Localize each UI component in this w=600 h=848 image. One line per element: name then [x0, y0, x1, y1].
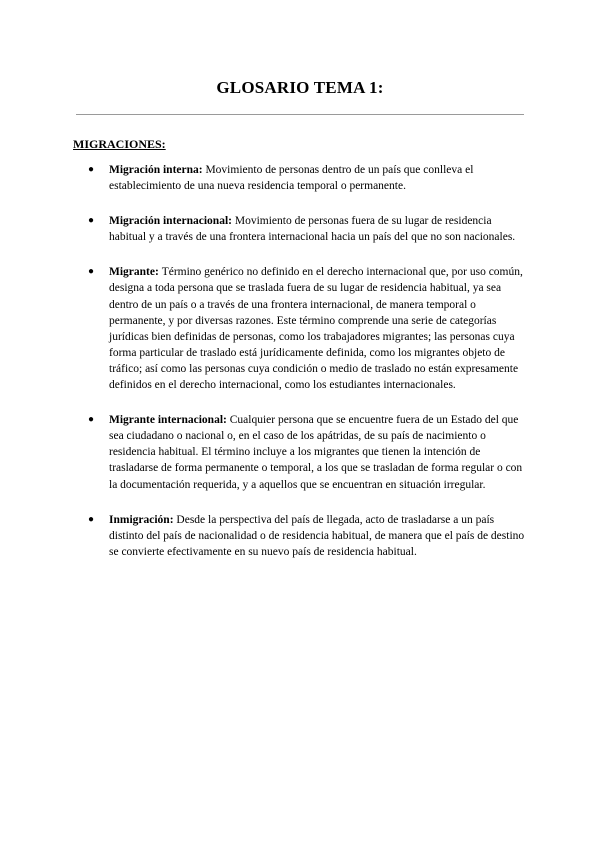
glossary-term: Migración interna: — [109, 164, 206, 176]
glossary-definition: Movimiento de personas dentro de un país que conlleva el establecimiento de una nueva residencia temporal o permanente. — [109, 164, 474, 193]
glossary-term: Migrante internacional: — [109, 414, 230, 427]
glossary-entry — [0, 213, 527, 245]
bullet-icon: ● — [88, 414, 95, 426]
glossary-list — [0, 162, 600, 579]
glossary-entry — [0, 412, 527, 492]
bullet-icon: ● — [88, 164, 95, 175]
glossary-definition: Desde la perspectiva del país de llegada, acto de trasladarse a un país distinto del país de nacionalidad o de residencia habitual, de manera que el país de destino se convierte efectivamente en su nuevo país de residencia habitual. — [109, 513, 525, 558]
bullet-icon: ● — [88, 513, 95, 525]
glossary-definition: Cualquier persona que se encuentre fuera de un Estado del que sea ciudadano o nacional o, en el caso de los apátridas, de su país de nacimiento o residencia habitual. El término incluye a los migrantes que tienen la intención de trasladarse de forma permanente o temporal, a los que se trasladan de forma regular o con la documentación requerida, y a aquellos que se encuentran en situación irregular. — [109, 414, 523, 491]
glossary-term: Migrante: — [109, 266, 162, 279]
section-heading: MIGRACIONES: — [73, 137, 166, 151]
glossary-entry — [0, 162, 527, 194]
bullet-icon: ● — [88, 266, 95, 278]
page-title: GLOSARIO TEMA 1: — [216, 78, 384, 97]
glossary-definition: Término genérico no definido en el derecho internacional que, por uso común, designa a toda persona que se traslada fuera de su lugar de residencia habitual, ya sea dentro de un país o a través de una frontera internacional, de manera temporal o permanente, y por diversas razones. Este término comprende una serie de categorías jurídicas bien definidas de personas, como los trabajadores migrantes; las personas cuya forma particular de traslado está jurídicamente definida, como los migrantes objeto de tráfico; así como las personas cuya condición o medio de traslado no están expresamente definidos en el derecho internacional, como los estudiantes internacionales. — [109, 266, 523, 392]
glossary-term: Inmigración: — [109, 513, 177, 526]
bullet-icon: ● — [88, 215, 95, 227]
glossary-entry — [0, 512, 527, 560]
glossary-term: Migración internacional: — [109, 215, 235, 228]
glossary-entry — [0, 264, 527, 393]
glossary-definition: Movimiento de personas fuera de su lugar de residencia habitual y a través de una frontera internacional hacia un país del que no son nacionales. — [109, 215, 516, 244]
title-divider — [76, 114, 524, 115]
